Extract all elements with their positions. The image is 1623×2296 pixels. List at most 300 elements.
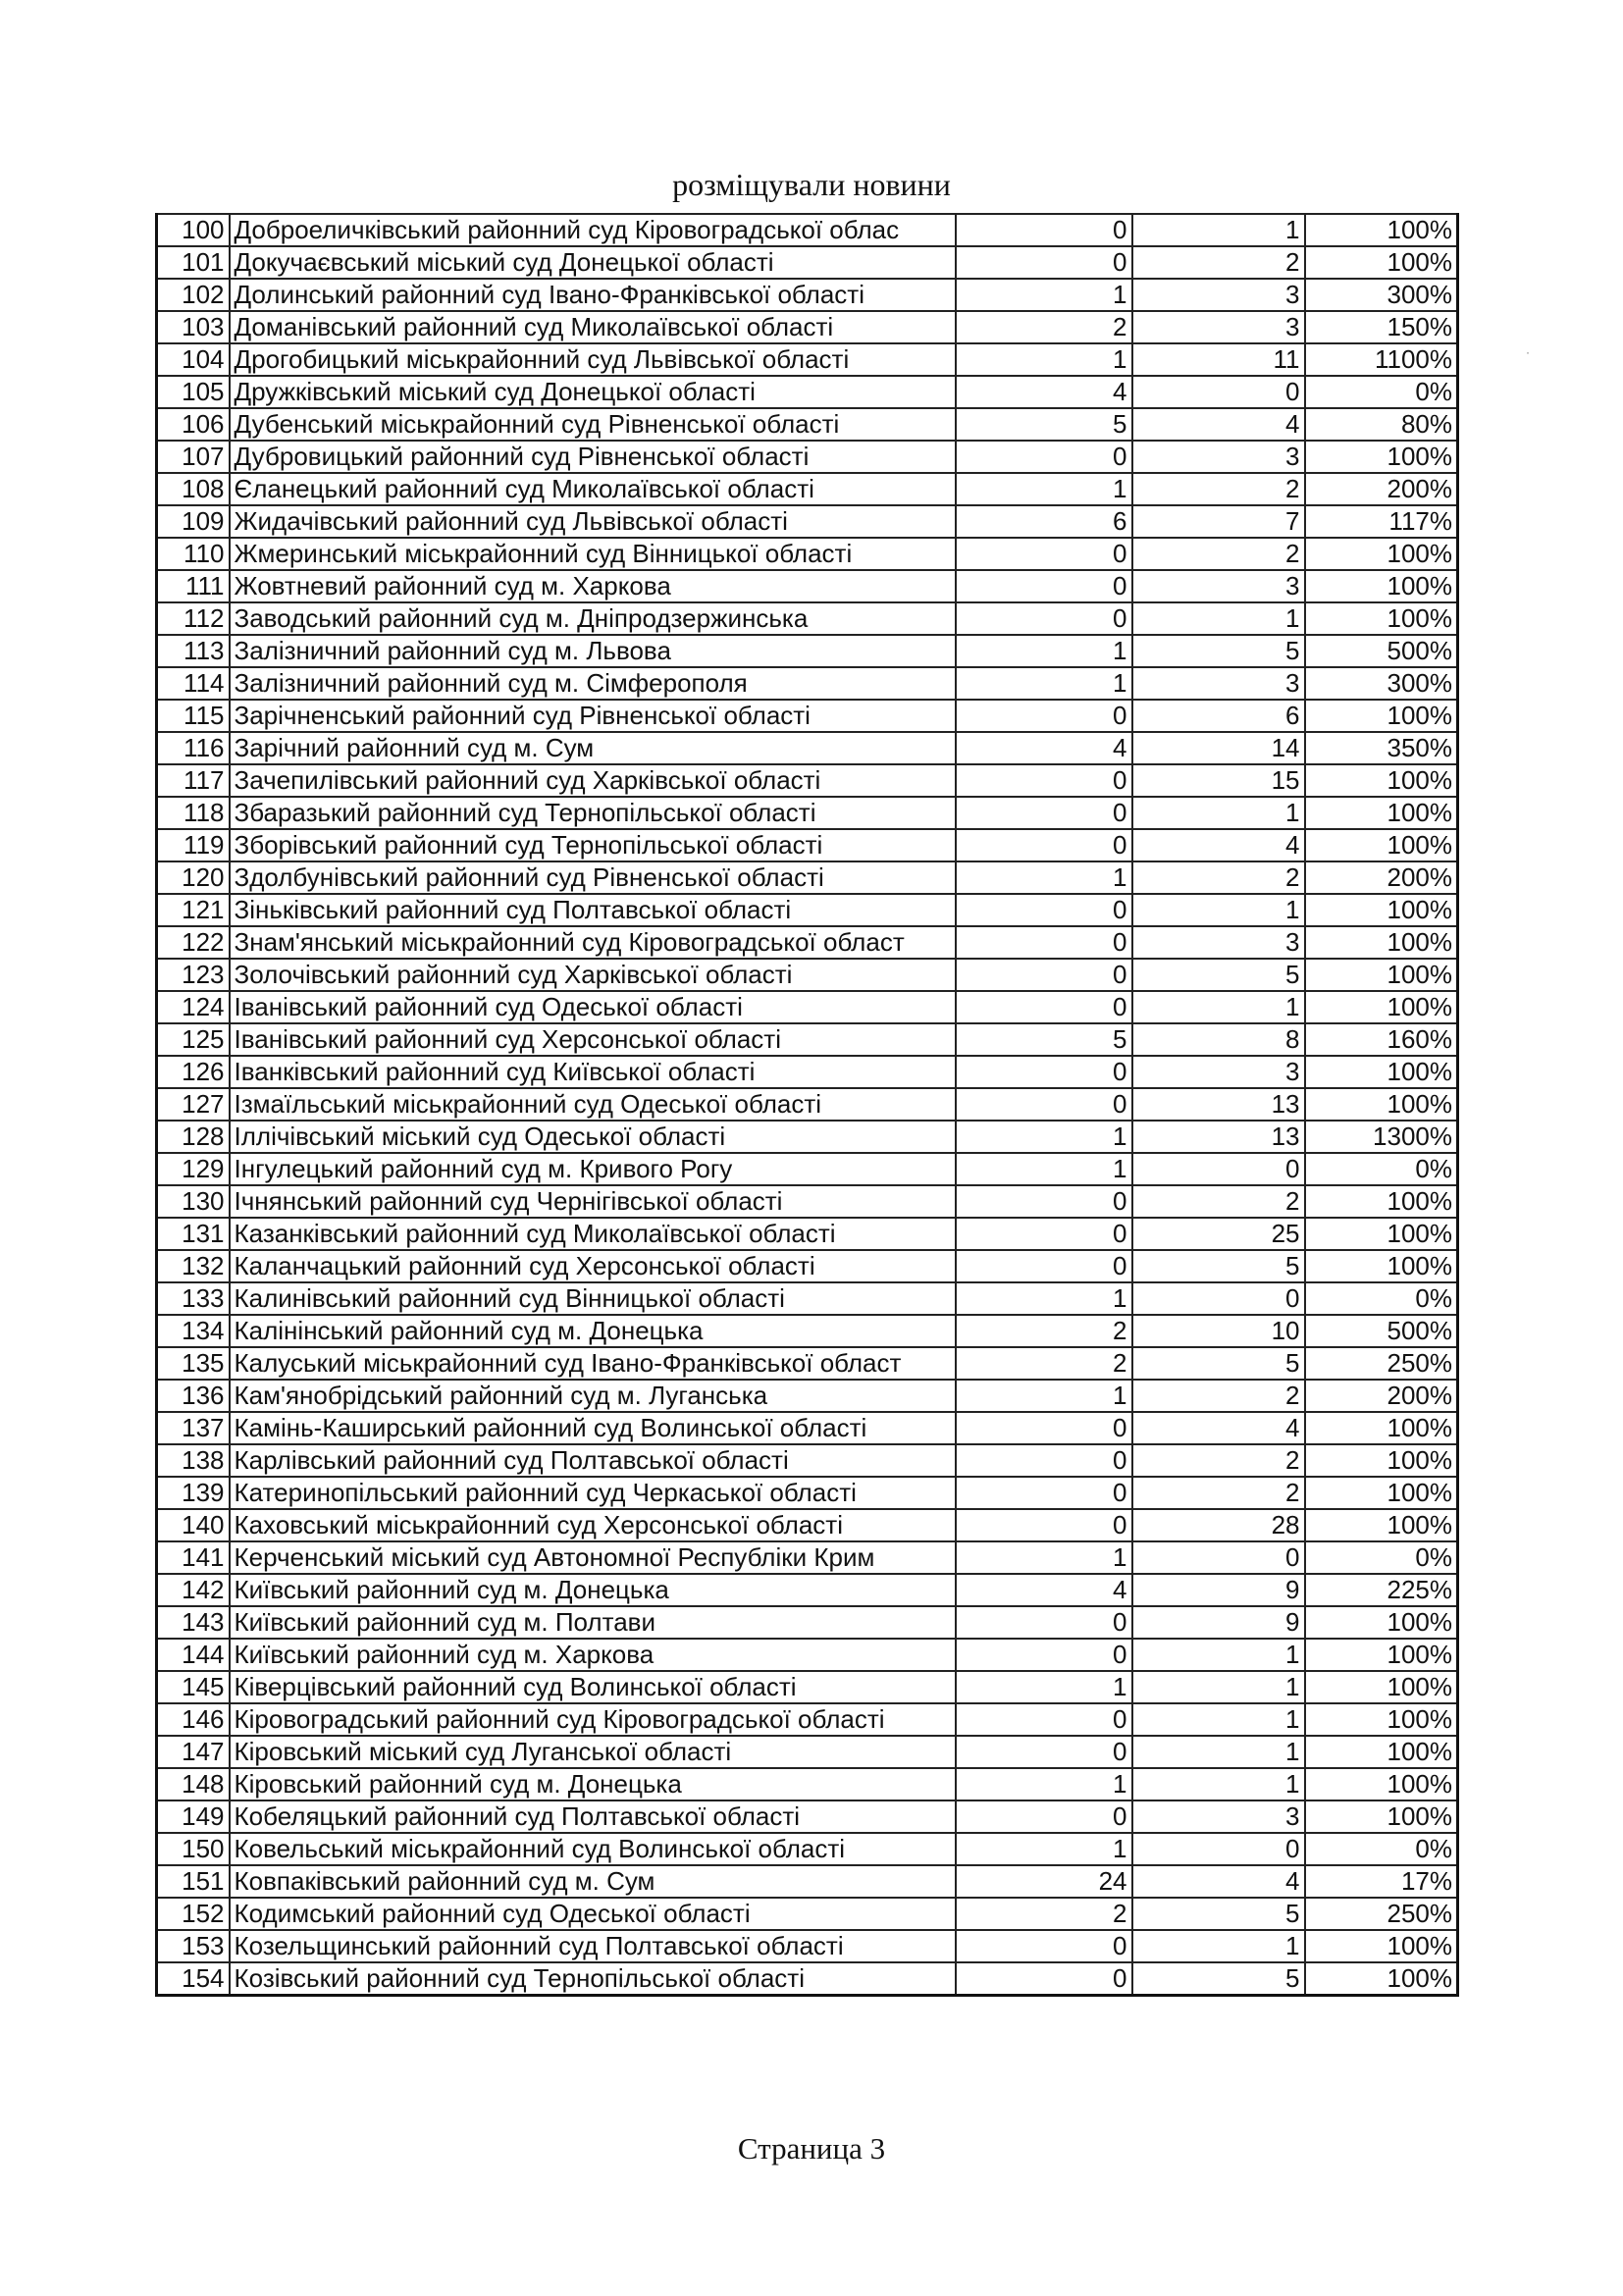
value-a-cell: 2 — [956, 1898, 1132, 1930]
row-number-cell: 153 — [157, 1930, 230, 1962]
value-b-cell: 2 — [1132, 538, 1305, 570]
value-a-cell: 24 — [956, 1865, 1132, 1898]
row-number-cell: 119 — [157, 829, 230, 861]
row-number-cell: 135 — [157, 1347, 230, 1380]
row-number-cell: 140 — [157, 1509, 230, 1541]
row-number-cell: 134 — [157, 1315, 230, 1347]
value-b-cell: 0 — [1132, 1833, 1305, 1865]
value-a-cell: 0 — [956, 214, 1132, 246]
percent-cell: 200% — [1305, 1380, 1458, 1412]
court-name-cell: Єланецький районний суд Миколаївської області — [230, 473, 956, 505]
percent-cell: 100% — [1305, 1606, 1458, 1639]
table-row — [157, 214, 1458, 246]
percent-cell: 100% — [1305, 538, 1458, 570]
value-a-cell: 1 — [956, 1380, 1132, 1412]
table-row — [157, 1962, 1458, 1996]
value-a-cell: 0 — [956, 959, 1132, 991]
percent-cell: 100% — [1305, 1736, 1458, 1768]
value-a-cell: 1 — [956, 1282, 1132, 1315]
value-b-cell: 1 — [1132, 991, 1305, 1023]
value-b-cell: 1 — [1132, 214, 1305, 246]
percent-cell: 117% — [1305, 505, 1458, 538]
value-a-cell: 1 — [956, 343, 1132, 376]
percent-cell: 100% — [1305, 1218, 1458, 1250]
percent-cell: 1100% — [1305, 343, 1458, 376]
value-a-cell: 0 — [956, 1444, 1132, 1477]
percent-cell: 0% — [1305, 376, 1458, 408]
table-row — [157, 1541, 1458, 1574]
value-b-cell: 2 — [1132, 246, 1305, 279]
table-row — [157, 1768, 1458, 1800]
value-a-cell: 0 — [956, 797, 1132, 829]
value-b-cell: 3 — [1132, 279, 1305, 311]
table-row — [157, 1185, 1458, 1218]
value-a-cell: 0 — [956, 1185, 1132, 1218]
table-row — [157, 602, 1458, 635]
percent-cell: 225% — [1305, 1574, 1458, 1606]
row-number-cell: 152 — [157, 1898, 230, 1930]
court-name-cell: Докучаєвський міський суд Донецької області — [230, 246, 956, 279]
percent-cell: 100% — [1305, 764, 1458, 797]
table-row — [157, 343, 1458, 376]
percent-cell: 500% — [1305, 635, 1458, 667]
table-row — [157, 1218, 1458, 1250]
row-number-cell: 108 — [157, 473, 230, 505]
table-row — [157, 1703, 1458, 1736]
court-name-cell: Київський районний суд м. Донецька — [230, 1574, 956, 1606]
percent-cell: 250% — [1305, 1898, 1458, 1930]
value-a-cell: 1 — [956, 1153, 1132, 1185]
table-row — [157, 1800, 1458, 1833]
value-b-cell: 4 — [1132, 829, 1305, 861]
value-b-cell: 15 — [1132, 764, 1305, 797]
percent-cell: 100% — [1305, 570, 1458, 602]
row-number-cell: 116 — [157, 732, 230, 764]
court-name-cell: Знам'янський міськрайонний суд Кіровоградської област — [230, 926, 956, 959]
value-a-cell: 0 — [956, 1412, 1132, 1444]
percent-cell: 200% — [1305, 473, 1458, 505]
table-body — [157, 214, 1458, 1996]
court-name-cell: Заводський районний суд м. Дніпродзержинська — [230, 602, 956, 635]
percent-cell: 300% — [1305, 667, 1458, 700]
percent-cell: 100% — [1305, 991, 1458, 1023]
value-a-cell: 4 — [956, 1574, 1132, 1606]
value-a-cell: 1 — [956, 1768, 1132, 1800]
table-row — [157, 959, 1458, 991]
value-b-cell: 5 — [1132, 959, 1305, 991]
percent-cell: 100% — [1305, 1703, 1458, 1736]
value-a-cell: 0 — [956, 829, 1132, 861]
table-row — [157, 635, 1458, 667]
value-b-cell: 25 — [1132, 1218, 1305, 1250]
table-row — [157, 1736, 1458, 1768]
value-a-cell: 5 — [956, 1023, 1132, 1056]
percent-cell: 100% — [1305, 246, 1458, 279]
court-name-cell: Кіровоградський районний суд Кіровоградської області — [230, 1703, 956, 1736]
value-a-cell: 1 — [956, 473, 1132, 505]
court-name-cell: Казанківський районний суд Миколаївської області — [230, 1218, 956, 1250]
table-row — [157, 473, 1458, 505]
row-number-cell: 115 — [157, 700, 230, 732]
table-row — [157, 1023, 1458, 1056]
court-name-cell: Ковпаківський районний суд м. Сум — [230, 1865, 956, 1898]
value-a-cell: 0 — [956, 1606, 1132, 1639]
value-a-cell: 1 — [956, 667, 1132, 700]
court-name-cell: Камінь-Каширський районний суд Волинської області — [230, 1412, 956, 1444]
row-number-cell: 120 — [157, 861, 230, 894]
value-a-cell: 0 — [956, 700, 1132, 732]
row-number-cell: 147 — [157, 1736, 230, 1768]
value-a-cell: 0 — [956, 1703, 1132, 1736]
table-row — [157, 441, 1458, 473]
percent-cell: 300% — [1305, 279, 1458, 311]
value-b-cell: 3 — [1132, 1056, 1305, 1088]
row-number-cell: 143 — [157, 1606, 230, 1639]
table-row — [157, 1412, 1458, 1444]
value-a-cell: 1 — [956, 861, 1132, 894]
value-b-cell: 4 — [1132, 408, 1305, 441]
value-b-cell: 1 — [1132, 1930, 1305, 1962]
table-row — [157, 505, 1458, 538]
value-b-cell: 7 — [1132, 505, 1305, 538]
value-b-cell: 1 — [1132, 1768, 1305, 1800]
percent-cell: 100% — [1305, 1477, 1458, 1509]
row-number-cell: 114 — [157, 667, 230, 700]
percent-cell: 100% — [1305, 1800, 1458, 1833]
court-name-cell: Каланчацький районний суд Херсонської області — [230, 1250, 956, 1282]
percent-cell: 100% — [1305, 1250, 1458, 1282]
value-b-cell: 1 — [1132, 1671, 1305, 1703]
value-b-cell: 3 — [1132, 311, 1305, 343]
row-number-cell: 138 — [157, 1444, 230, 1477]
value-a-cell: 5 — [956, 408, 1132, 441]
table-row — [157, 1315, 1458, 1347]
row-number-cell: 113 — [157, 635, 230, 667]
court-name-cell: Зіньківський районний суд Полтавської області — [230, 894, 956, 926]
row-number-cell: 136 — [157, 1380, 230, 1412]
row-number-cell: 100 — [157, 214, 230, 246]
table-row — [157, 1121, 1458, 1153]
court-name-cell: Калінінський районний суд м. Донецька — [230, 1315, 956, 1347]
court-name-cell: Здолбунівський районний суд Рівненської області — [230, 861, 956, 894]
scan-artifact-mark: · — [1526, 345, 1530, 359]
percent-cell: 80% — [1305, 408, 1458, 441]
table-row — [157, 1153, 1458, 1185]
row-number-cell: 117 — [157, 764, 230, 797]
court-name-cell: Кіровський міський суд Луганської області — [230, 1736, 956, 1768]
value-a-cell: 0 — [956, 1056, 1132, 1088]
value-b-cell: 1 — [1132, 602, 1305, 635]
row-number-cell: 145 — [157, 1671, 230, 1703]
value-b-cell: 9 — [1132, 1606, 1305, 1639]
percent-cell: 250% — [1305, 1347, 1458, 1380]
table-row — [157, 376, 1458, 408]
court-name-cell: Іванківський районний суд Київської області — [230, 1056, 956, 1088]
value-b-cell: 1 — [1132, 1736, 1305, 1768]
percent-cell: 100% — [1305, 829, 1458, 861]
court-name-cell: Золочівський районний суд Харківської області — [230, 959, 956, 991]
value-a-cell: 0 — [956, 764, 1132, 797]
value-a-cell: 2 — [956, 311, 1132, 343]
table-row — [157, 1056, 1458, 1088]
value-b-cell: 2 — [1132, 1380, 1305, 1412]
value-a-cell: 0 — [956, 1962, 1132, 1996]
percent-cell: 100% — [1305, 1185, 1458, 1218]
value-b-cell: 1 — [1132, 1703, 1305, 1736]
value-b-cell: 2 — [1132, 1477, 1305, 1509]
value-b-cell: 5 — [1132, 635, 1305, 667]
value-b-cell: 13 — [1132, 1121, 1305, 1153]
row-number-cell: 110 — [157, 538, 230, 570]
table-row — [157, 926, 1458, 959]
table-row — [157, 1930, 1458, 1962]
table-row — [157, 861, 1458, 894]
table-row — [157, 538, 1458, 570]
value-a-cell: 1 — [956, 279, 1132, 311]
percent-cell: 100% — [1305, 214, 1458, 246]
court-name-cell: Дубровицький районний суд Рівненської області — [230, 441, 956, 473]
percent-cell: 160% — [1305, 1023, 1458, 1056]
row-number-cell: 142 — [157, 1574, 230, 1606]
row-number-cell: 107 — [157, 441, 230, 473]
value-a-cell: 6 — [956, 505, 1132, 538]
value-a-cell: 0 — [956, 570, 1132, 602]
value-a-cell: 0 — [956, 246, 1132, 279]
value-a-cell: 0 — [956, 1736, 1132, 1768]
value-b-cell: 2 — [1132, 1444, 1305, 1477]
value-b-cell: 9 — [1132, 1574, 1305, 1606]
courts-table — [155, 213, 1459, 1997]
table-row — [157, 1639, 1458, 1671]
table-row — [157, 1282, 1458, 1315]
value-a-cell: 4 — [956, 376, 1132, 408]
row-number-cell: 124 — [157, 991, 230, 1023]
page-title: розміщували новини — [672, 167, 951, 202]
value-a-cell: 1 — [956, 1671, 1132, 1703]
value-a-cell: 0 — [956, 991, 1132, 1023]
value-a-cell: 2 — [956, 1347, 1132, 1380]
table-row — [157, 1833, 1458, 1865]
value-b-cell: 14 — [1132, 732, 1305, 764]
court-name-cell: Каховський міськрайонний суд Херсонської області — [230, 1509, 956, 1541]
row-number-cell: 131 — [157, 1218, 230, 1250]
table-row — [157, 1347, 1458, 1380]
court-name-cell: Ічнянський районний суд Чернігівської області — [230, 1185, 956, 1218]
row-number-cell: 146 — [157, 1703, 230, 1736]
percent-cell: 100% — [1305, 1962, 1458, 1996]
row-number-cell: 132 — [157, 1250, 230, 1282]
value-b-cell: 0 — [1132, 376, 1305, 408]
value-b-cell: 28 — [1132, 1509, 1305, 1541]
court-name-cell: Доманівський районний суд Миколаївської області — [230, 311, 956, 343]
court-name-cell: Іллічівський міський суд Одеської області — [230, 1121, 956, 1153]
table-row — [157, 1574, 1458, 1606]
value-b-cell: 13 — [1132, 1088, 1305, 1121]
percent-cell: 350% — [1305, 732, 1458, 764]
row-number-cell: 104 — [157, 343, 230, 376]
table-row — [157, 764, 1458, 797]
court-name-cell: Кіровський районний суд м. Донецька — [230, 1768, 956, 1800]
court-name-cell: Кам'янобрідський районний суд м. Луганська — [230, 1380, 956, 1412]
percent-cell: 0% — [1305, 1153, 1458, 1185]
value-b-cell: 3 — [1132, 1800, 1305, 1833]
row-number-cell: 133 — [157, 1282, 230, 1315]
value-b-cell: 3 — [1132, 570, 1305, 602]
table-row — [157, 1509, 1458, 1541]
table-row — [157, 246, 1458, 279]
court-name-cell: Київський районний суд м. Харкова — [230, 1639, 956, 1671]
row-number-cell: 150 — [157, 1833, 230, 1865]
court-name-cell: Жовтневий районний суд м. Харкова — [230, 570, 956, 602]
percent-cell: 200% — [1305, 861, 1458, 894]
value-b-cell: 2 — [1132, 1185, 1305, 1218]
value-b-cell: 2 — [1132, 473, 1305, 505]
court-name-cell: Карлівський районний суд Полтавської області — [230, 1444, 956, 1477]
row-number-cell: 151 — [157, 1865, 230, 1898]
row-number-cell: 121 — [157, 894, 230, 926]
court-name-cell: Козельщинський районний суд Полтавської області — [230, 1930, 956, 1962]
court-name-cell: Збаразький районний суд Тернопільської області — [230, 797, 956, 829]
value-b-cell: 0 — [1132, 1153, 1305, 1185]
value-b-cell: 5 — [1132, 1962, 1305, 1996]
court-name-cell: Дубенський міськрайонний суд Рівненської області — [230, 408, 956, 441]
table-row — [157, 1865, 1458, 1898]
row-number-cell: 141 — [157, 1541, 230, 1574]
percent-cell: 100% — [1305, 700, 1458, 732]
value-b-cell: 1 — [1132, 797, 1305, 829]
value-b-cell: 1 — [1132, 894, 1305, 926]
court-name-cell: Дрогобицький міськрайонний суд Львівської області — [230, 343, 956, 376]
table-row — [157, 667, 1458, 700]
court-name-cell: Київський районний суд м. Полтави — [230, 1606, 956, 1639]
court-name-cell: Залізничний районний суд м. Львова — [230, 635, 956, 667]
row-number-cell: 103 — [157, 311, 230, 343]
row-number-cell: 101 — [157, 246, 230, 279]
court-name-cell: Залізничний районний суд м. Сімферополя — [230, 667, 956, 700]
row-number-cell: 122 — [157, 926, 230, 959]
percent-cell: 100% — [1305, 959, 1458, 991]
court-name-cell: Кобеляцький районний суд Полтавської області — [230, 1800, 956, 1833]
percent-cell: 0% — [1305, 1282, 1458, 1315]
row-number-cell: 127 — [157, 1088, 230, 1121]
row-number-cell: 106 — [157, 408, 230, 441]
table-row — [157, 1250, 1458, 1282]
court-name-cell: Доброеличківський районний суд Кіровоградської облас — [230, 214, 956, 246]
percent-cell: 100% — [1305, 1088, 1458, 1121]
row-number-cell: 102 — [157, 279, 230, 311]
value-a-cell: 0 — [956, 1639, 1132, 1671]
table-row — [157, 1444, 1458, 1477]
table-row — [157, 1671, 1458, 1703]
value-a-cell: 2 — [956, 1315, 1132, 1347]
value-a-cell: 0 — [956, 602, 1132, 635]
row-number-cell: 123 — [157, 959, 230, 991]
court-name-cell: Зборівський районний суд Тернопільської області — [230, 829, 956, 861]
table-row — [157, 279, 1458, 311]
table-row — [157, 797, 1458, 829]
table-row — [157, 700, 1458, 732]
row-number-cell: 130 — [157, 1185, 230, 1218]
row-number-cell: 118 — [157, 797, 230, 829]
value-b-cell: 4 — [1132, 1865, 1305, 1898]
value-b-cell: 3 — [1132, 441, 1305, 473]
value-a-cell: 0 — [956, 1800, 1132, 1833]
row-number-cell: 112 — [157, 602, 230, 635]
table-row — [157, 732, 1458, 764]
value-a-cell: 0 — [956, 441, 1132, 473]
table-row — [157, 311, 1458, 343]
value-b-cell: 2 — [1132, 861, 1305, 894]
percent-cell: 100% — [1305, 1412, 1458, 1444]
page-number: Страница 3 — [737, 2131, 886, 2166]
table-row — [157, 894, 1458, 926]
percent-cell: 100% — [1305, 1639, 1458, 1671]
value-b-cell: 6 — [1132, 700, 1305, 732]
court-name-cell: Катеринопільський районний суд Черкаської області — [230, 1477, 956, 1509]
percent-cell: 500% — [1305, 1315, 1458, 1347]
row-number-cell: 139 — [157, 1477, 230, 1509]
court-name-cell: Інгулецький районний суд м. Кривого Рогу — [230, 1153, 956, 1185]
percent-cell: 100% — [1305, 441, 1458, 473]
value-a-cell: 0 — [956, 1930, 1132, 1962]
court-name-cell: Ковельський міськрайонний суд Волинської області — [230, 1833, 956, 1865]
row-number-cell: 137 — [157, 1412, 230, 1444]
percent-cell: 100% — [1305, 1444, 1458, 1477]
value-a-cell: 0 — [956, 894, 1132, 926]
value-a-cell: 0 — [956, 1218, 1132, 1250]
table-row — [157, 1606, 1458, 1639]
value-b-cell: 10 — [1132, 1315, 1305, 1347]
value-a-cell: 0 — [956, 538, 1132, 570]
percent-cell: 17% — [1305, 1865, 1458, 1898]
percent-cell: 100% — [1305, 1930, 1458, 1962]
value-a-cell: 1 — [956, 1121, 1132, 1153]
table-row — [157, 1380, 1458, 1412]
table-row — [157, 991, 1458, 1023]
value-b-cell: 3 — [1132, 667, 1305, 700]
table-row — [157, 1477, 1458, 1509]
percent-cell: 100% — [1305, 1768, 1458, 1800]
table-row — [157, 1088, 1458, 1121]
value-b-cell: 5 — [1132, 1898, 1305, 1930]
court-name-cell: Калуський міськрайонний суд Івано-Франківської област — [230, 1347, 956, 1380]
value-a-cell: 0 — [956, 1477, 1132, 1509]
value-a-cell: 0 — [956, 926, 1132, 959]
row-number-cell: 129 — [157, 1153, 230, 1185]
row-number-cell: 148 — [157, 1768, 230, 1800]
percent-cell: 100% — [1305, 1056, 1458, 1088]
value-a-cell: 0 — [956, 1250, 1132, 1282]
court-name-cell: Зарічний районний суд м. Сум — [230, 732, 956, 764]
value-b-cell: 11 — [1132, 343, 1305, 376]
court-name-cell: Жмеринський міськрайонний суд Вінницької області — [230, 538, 956, 570]
percent-cell: 0% — [1305, 1541, 1458, 1574]
row-number-cell: 111 — [157, 570, 230, 602]
court-name-cell: Керченський міський суд Автономної Республіки Крим — [230, 1541, 956, 1574]
court-name-cell: Долинський районний суд Івано-Франківської області — [230, 279, 956, 311]
percent-cell: 100% — [1305, 1509, 1458, 1541]
value-b-cell: 0 — [1132, 1541, 1305, 1574]
value-a-cell: 1 — [956, 635, 1132, 667]
percent-cell: 100% — [1305, 1671, 1458, 1703]
court-name-cell: Зарічненський районний суд Рівненської області — [230, 700, 956, 732]
court-name-cell: Ізмаїльський міськрайонний суд Одеської області — [230, 1088, 956, 1121]
value-b-cell: 4 — [1132, 1412, 1305, 1444]
percent-cell: 100% — [1305, 797, 1458, 829]
table-row — [157, 829, 1458, 861]
percent-cell: 1300% — [1305, 1121, 1458, 1153]
court-name-cell: Зачепилівський районний суд Харківської області — [230, 764, 956, 797]
